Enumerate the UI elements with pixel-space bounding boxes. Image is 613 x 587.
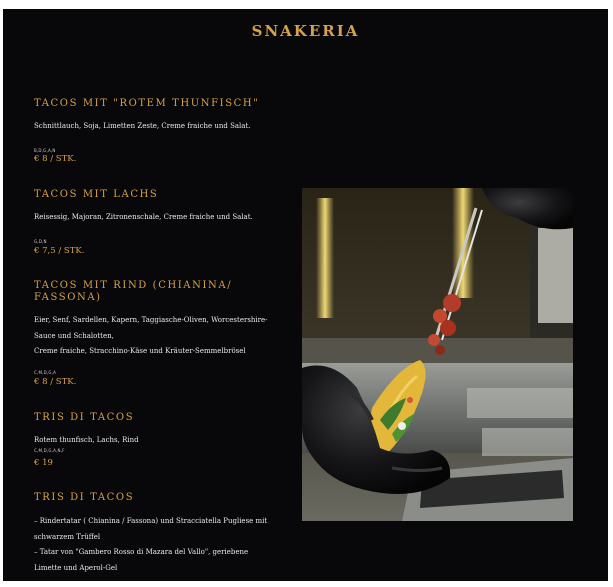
menu-item-description: Rotem thunfisch, Lachs, Rind (34, 436, 139, 444)
menu-item-title-continued: FASSONA) (34, 292, 102, 303)
menu-item-price: € 8 / STK. (34, 377, 77, 387)
menu-item-title: TACOS MIT LACHS (34, 189, 159, 200)
page-title: SNAKERIA (251, 22, 360, 40)
menu-item-description: Limette und Aperol-Gel (34, 564, 118, 572)
allergen-codes: C,M,D,G,A,N,F (34, 448, 65, 453)
menu-item-description: schwarzem Trüffel (34, 533, 101, 541)
allergen-codes: B,D,G,A,N (34, 148, 56, 153)
menu-item-title: TRIS DI TACOS (34, 492, 135, 503)
allergen-codes: C,M,D,G,A (34, 370, 57, 375)
menu-item-price: € 8 / STK. (34, 154, 77, 164)
menu-item-description: Schnittlauch, Soja, Limetten Zeste, Creme fraiche und Salat. (34, 122, 251, 130)
menu-item-description: Eier, Senf, Sardellen, Kapern, Taggiasche-Oliven, Worcestershire- (34, 316, 268, 324)
menu-item-description: – Rindertatar ( Chianina / Fassona) und Stracciatella Pugliese mit (34, 517, 268, 525)
menu-item-description: Reisessig, Majoran, Zitronenschale, Creme fraiche und Salat. (34, 213, 253, 221)
menu-item-description: Creme fraiche, Stracchino-Käse und Kräuter-Semmelbrösel (34, 347, 246, 355)
menu-item-title: TACOS MIT RIND (CHIANINA/ (34, 280, 233, 291)
menu-item-title: TACOS MIT "ROTEM THUNFISCH" (34, 98, 260, 109)
allergen-codes: G,D,N (34, 239, 47, 244)
taco-plating-photo (302, 188, 573, 521)
menu-page (3, 9, 608, 581)
menu-item-price: € 7,5 / STK. (34, 246, 85, 256)
menu-item-description: – Tatar von "Gambero Rosso di Mazara del Vallo", geriebene (34, 548, 249, 556)
menu-item-price: € 19 (34, 458, 53, 468)
menu-item-title: TRIS DI TACOS (34, 412, 135, 423)
menu-item-description: Sauce und Schalotten, (34, 332, 114, 340)
